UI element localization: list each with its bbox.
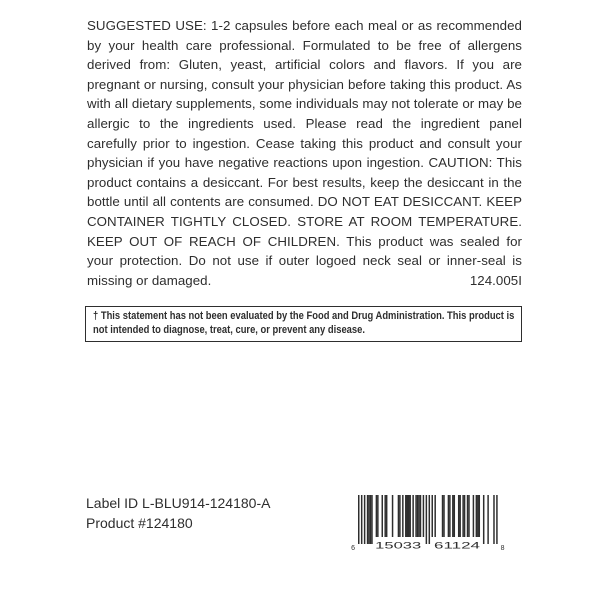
document-code: 124.005I [469, 272, 522, 288]
suggested-use-paragraph [87, 16, 522, 290]
fda-disclaimer-box [85, 306, 522, 342]
label-id-text: Label ID L-BLU914-124180-A [86, 495, 271, 511]
fda-disclaimer-text: † This statement has not been evaluated by the Food and Drug Administration. This product is not intended to diagnose, treat, cure, or prevent any disease. [93, 310, 515, 336]
svg-text:8: 8 [500, 545, 505, 552]
upc-barcode-graphic [344, 495, 512, 553]
label-identifiers [86, 494, 270, 533]
product-number-text: Product #124180 [86, 514, 193, 531]
upc-barcode [344, 495, 512, 553]
svg-text:6: 6 [351, 545, 355, 552]
svg-text:61124: 61124 [434, 540, 480, 552]
svg-text:15033: 15033 [375, 540, 422, 552]
suggested-use-text: SUGGESTED USE: 1-2 capsules before each meal or as recommended by your health care professional. Formulated to be free of allergens derived from: Gluten, yeast, artificial colors and flavors. If you are pregnant or nursing, consult your physician before taking this product. As with all dietary supplements, some individuals may not tolerate or may be allergic to the ingredients used. Please read the ingredient panel carefully prior to ingestion. Cease taking this product and consult your physician if you have negative reactions upon ingestion. CAUTION: This product contains a desiccant. For best results, keep the desiccant in the bottle until all contents are consumed. DO NOT EAT DESICCANT. KEEP CONTAINER TIGHTLY CLOSED. STORE AT ROOM TEMPERATURE. KEEP OUT OF REACH OF CHILDREN. This product was sealed for your protection. Do not use if outer logoed neck seal or inner-seal is missing or damaged. [87, 18, 522, 288]
